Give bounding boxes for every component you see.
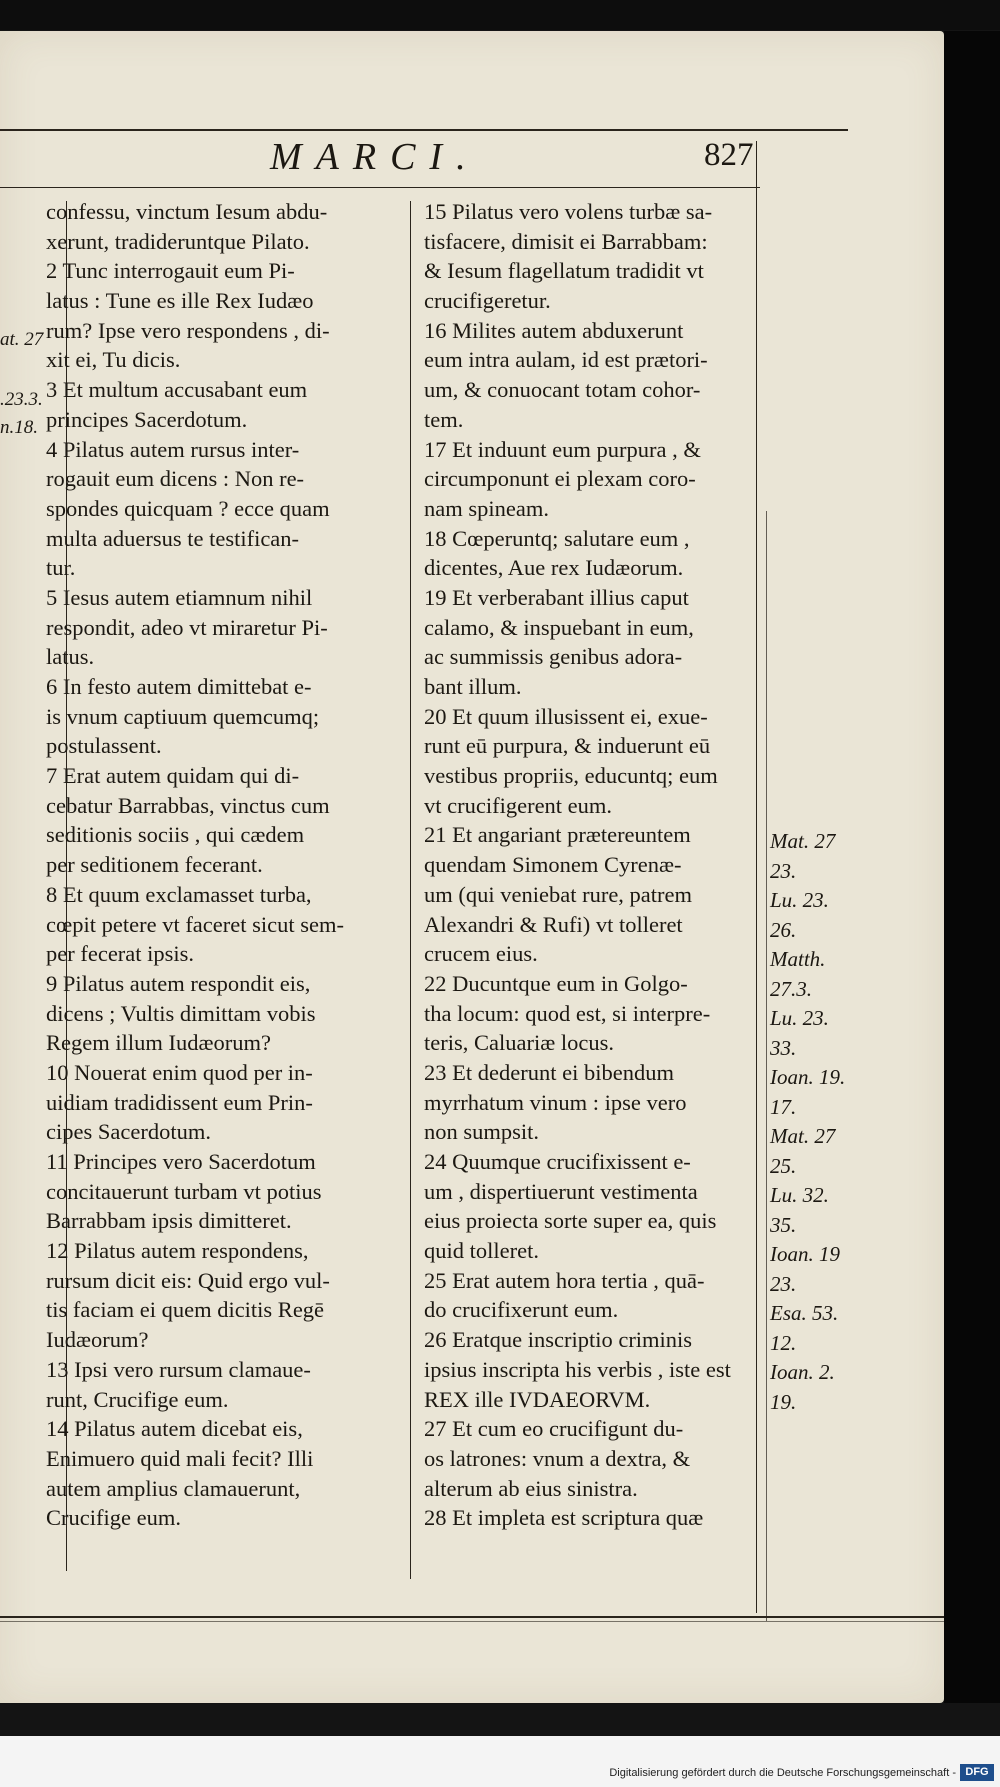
text-line: nam spineam.	[424, 495, 549, 521]
text-line: crucifigeretur.	[424, 288, 551, 314]
text-line: 18 Cœperuntq; salutare eum ,	[424, 525, 690, 551]
text-line: tisfacere, dimisit ei Barrabbam:	[424, 228, 708, 254]
margin-reference: 27.3.	[770, 976, 812, 1001]
page-number: 827	[704, 137, 754, 173]
margin-rule	[756, 141, 757, 1613]
text-line: Regem illum Iudæorum?	[46, 1030, 271, 1056]
column-divider	[410, 201, 411, 1579]
left-margin-note: .23.3.	[0, 389, 43, 410]
text-line: 14 Pilatus autem dicebat eis,	[46, 1416, 303, 1442]
text-line: um (qui veniebat rure, patrem	[424, 881, 693, 907]
text-line: 10 Nouerat enim quod per in-	[46, 1059, 313, 1085]
text-line: 26 Eratque inscriptio criminis	[424, 1327, 693, 1353]
header-rule	[0, 187, 760, 188]
funding-credit: Digitalisierung gefördert durch die Deutsche Forschungsgemeinschaft -	[609, 1767, 956, 1779]
margin-reference: Esa. 53.	[770, 1301, 839, 1325]
margin-reference: Lu. 23.	[770, 888, 829, 912]
text-line: is vnum captiuum quemcumq;	[46, 703, 320, 729]
text-line: tem.	[424, 406, 464, 432]
text-line: um, & conuocant totam cohor-	[424, 377, 701, 403]
text-line: alterum ab eius sinistra.	[424, 1475, 638, 1501]
margin-reference: Lu. 32.	[770, 1183, 829, 1207]
margin-reference: Lu. 23.	[770, 1006, 829, 1030]
text-line: 15 Pilatus vero volens turbæ sa-	[424, 199, 713, 224]
bottom-rule-thin	[0, 1621, 944, 1622]
text-line: seditionis sociis , qui cædem	[46, 822, 305, 848]
margin-reference: 25.	[770, 1153, 797, 1178]
margin-reference: Ioan. 19	[770, 1242, 840, 1266]
text-line: per fecerat ipsis.	[46, 941, 195, 967]
margin-reference: Ioan. 2.	[770, 1360, 835, 1384]
text-line: do crucifixerunt eum.	[424, 1297, 619, 1323]
text-line: cœpit petere vt faceret sicut sem-	[46, 911, 344, 937]
text-line: xit ei, Tu dicis.	[46, 347, 181, 373]
text-line: quendam Simonem Cyrenæ-	[424, 852, 682, 878]
text-line: 17 Et induunt eum purpura , &	[424, 436, 701, 462]
text-line: teris, Caluariæ locus.	[424, 1030, 614, 1056]
text-line: concitauerunt turbam vt potius	[46, 1178, 322, 1204]
text-line: latus : Tune es ille Rex Iudæo	[46, 288, 314, 314]
text-line: REX ille IVDAEORVM.	[424, 1386, 651, 1412]
text-line: 22 Ducuntque eum in Golgo-	[424, 970, 688, 996]
text-line: 5 Iesus autem etiamnum nihil	[46, 584, 313, 610]
text-line: principes Sacerdotum.	[46, 406, 248, 432]
text-line: um , dispertiuerunt vestimenta	[424, 1178, 698, 1204]
text-line: confessu, vinctum Iesum abdu-	[46, 199, 328, 224]
text-line: os latrones: vnum a dextra, &	[424, 1445, 691, 1471]
text-line: runt eū purpura, & induerunt eū	[424, 733, 711, 759]
text-line: 23 Et dederunt ei bibendum	[424, 1059, 674, 1085]
text-line: ac summissis genibus adora-	[424, 644, 683, 670]
text-line: calamo, & inspuebant in eum,	[424, 614, 694, 640]
left-text-column	[46, 197, 408, 1533]
margin-reference: 19.	[770, 1389, 797, 1414]
margin-reference: Mat. 27	[770, 1124, 836, 1148]
text-line: 13 Ipsi vero rursum clamaue-	[46, 1356, 311, 1382]
margin-reference: 33.	[770, 1035, 797, 1060]
text-line: crucem eius.	[424, 941, 538, 967]
text-line: 27 Et cum eo crucifigunt du-	[424, 1416, 684, 1442]
text-line: cebatur Barrabbas, vinctus cum	[46, 792, 330, 818]
text-line: 24 Quumque crucifixissent e-	[424, 1149, 691, 1174]
text-line: cipes Sacerdotum.	[46, 1119, 211, 1145]
text-line: xerunt, tradideruntque Pilato.	[46, 228, 310, 254]
text-line: vt crucifigerent eum.	[424, 792, 613, 818]
text-line: dicens ; Vultis dimittam vobis	[46, 1000, 316, 1026]
text-line: & Iesum flagellatum tradidit vt	[424, 258, 704, 284]
text-line: 20 Et quum illusissent ei, exue-	[424, 703, 708, 729]
text-line: 16 Milites autem abduxerunt	[424, 317, 684, 343]
text-line: Iudæorum?	[46, 1327, 149, 1353]
footer-strip	[0, 1736, 1000, 1787]
text-line: vestibus propriis, educuntq; eum	[424, 763, 718, 789]
text-line: 6 In festo autem dimittebat e-	[46, 674, 312, 699]
margin-reference: Matth.	[770, 947, 826, 971]
text-line: rogauit eum dicens : Non re-	[46, 466, 305, 492]
book-page	[0, 31, 944, 1703]
text-line: rursum dicit eis: Quid ergo vul-	[46, 1267, 330, 1293]
text-line: Barrabbam ipsis dimitteret.	[46, 1208, 292, 1234]
text-line: 12 Pilatus autem respondens,	[46, 1238, 309, 1264]
margin-reference: 12.	[770, 1330, 797, 1355]
text-line: postulassent.	[46, 733, 162, 759]
text-line: eius proiecta sorte super ea, quis	[424, 1208, 717, 1234]
text-line: eum intra aulam, id est prætori-	[424, 347, 708, 373]
text-line: autem amplius clamauerunt,	[46, 1475, 301, 1501]
running-head: MARCI.	[270, 136, 480, 178]
text-line: Enimuero quid mali fecit? Illi	[46, 1445, 314, 1471]
scan-edge	[944, 31, 1000, 1703]
dfg-logo: DFG	[960, 1764, 994, 1781]
text-line: tha locum: quod est, si interpre-	[424, 1000, 711, 1026]
text-line: 8 Et quum exclamasset turba,	[46, 881, 312, 907]
top-bar	[0, 0, 1000, 30]
text-line: Crucifige eum.	[46, 1505, 181, 1531]
text-line: 3 Et multum accusabant eum	[46, 377, 308, 403]
text-line: 28 Et impleta est scriptura quæ	[424, 1505, 704, 1531]
text-line: uidiam tradidissent eum Prin-	[46, 1089, 313, 1115]
text-line: per seditionem fecerant.	[46, 852, 263, 878]
margin-reference: 26.	[770, 917, 797, 942]
text-line: 7 Erat autem quidam qui di-	[46, 763, 300, 789]
text-line: 4 Pilatus autem rursus inter-	[46, 436, 300, 462]
text-line: tur.	[46, 555, 76, 581]
text-line: circumponunt ei plexam coro-	[424, 466, 696, 492]
margin-reference: 23.	[770, 1271, 797, 1296]
text-line: non sumpsit.	[424, 1119, 540, 1145]
margin-reference: 17.	[770, 1094, 797, 1119]
text-line: dicentes, Aue rex Iudæorum.	[424, 555, 684, 581]
text-line: latus.	[46, 644, 95, 670]
text-line: 9 Pilatus autem respondit eis,	[46, 970, 311, 996]
margin-rule-inner	[766, 511, 767, 1621]
text-line: quid tolleret.	[424, 1238, 539, 1264]
right-text-column	[424, 197, 754, 1533]
text-line: spondes quicquam ? ecce quam	[46, 495, 330, 521]
text-line: ipsius inscripta his verbis , iste est	[424, 1356, 731, 1382]
text-line: 21 Et angariant prætereuntem	[424, 822, 691, 848]
left-margin-note: at. 27	[0, 329, 44, 350]
text-line: multa aduersus te testifican-	[46, 525, 300, 551]
text-line: rum? Ipse vero respondens , di-	[46, 317, 330, 343]
top-rule	[0, 129, 848, 131]
margin-reference: 35.	[770, 1212, 797, 1237]
text-line: 11 Principes vero Sacerdotum	[46, 1149, 316, 1174]
left-margin-note: n.18.	[0, 417, 38, 438]
text-line: Alexandri & Rufi) vt tolleret	[424, 911, 683, 937]
right-margin-notes	[770, 827, 845, 1417]
text-line: 2 Tunc interrogauit eum Pi-	[46, 258, 295, 284]
text-line: respondit, adeo vt miraretur Pi-	[46, 614, 328, 640]
text-line: tis faciam ei quem dicitis Regē	[46, 1297, 325, 1323]
text-line: 25 Erat autem hora tertia , quā-	[424, 1267, 705, 1293]
text-line: runt, Crucifige eum.	[46, 1386, 229, 1412]
margin-reference: Ioan. 19.	[770, 1065, 846, 1089]
bottom-rule	[0, 1616, 944, 1618]
text-line: myrrhatum vinum : ipse vero	[424, 1089, 687, 1115]
text-line: bant illum.	[424, 674, 522, 699]
margin-reference: Mat. 27	[770, 829, 836, 853]
margin-reference: 23.	[770, 858, 797, 883]
text-line: 19 Et verberabant illius caput	[424, 584, 689, 610]
